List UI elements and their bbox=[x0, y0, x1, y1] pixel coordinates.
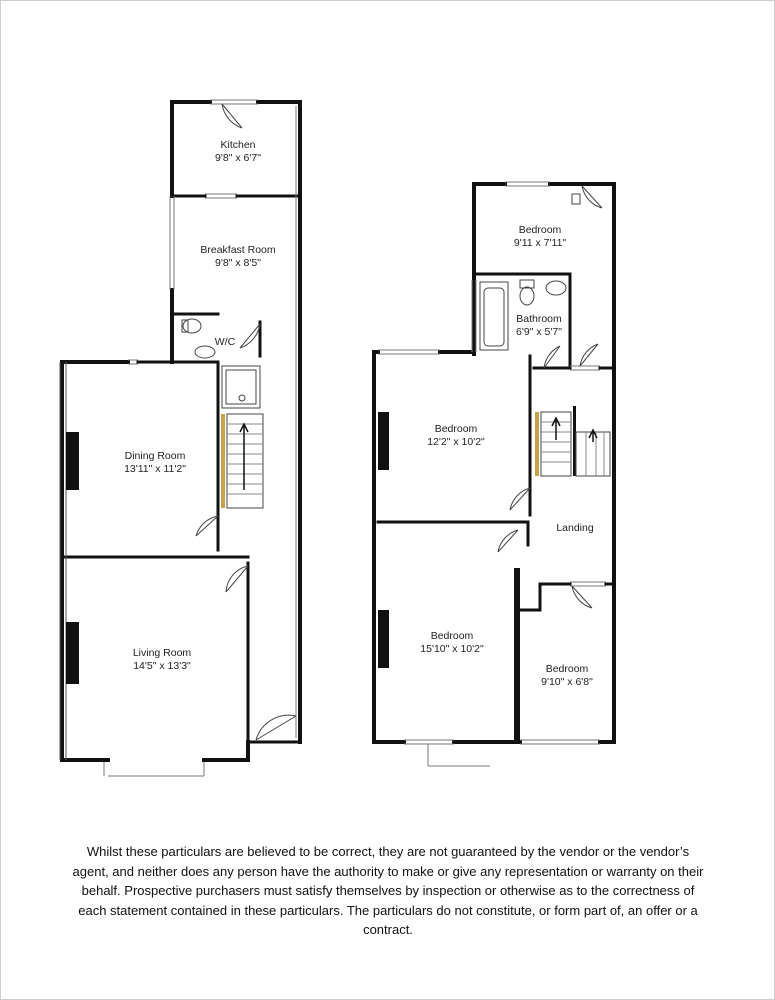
first-floor-stairs bbox=[535, 406, 610, 476]
kitchen-label: Kitchen bbox=[220, 139, 256, 151]
bedroom-small-label: Bedroom bbox=[545, 663, 589, 675]
dining-room-label: Dining Room bbox=[124, 450, 186, 462]
disclaimer-text: Whilst these particulars are believed to be correct, they are not guaranteed by the vendor or the vendor’s agent, and neither does any person have the authority to make or give any representation or warranty on their behalf. Prospective purchasers must satisfy themselves by inspection or otherwise as to the correctness of each statement contained in these particulars. The particulars do not constitute, or form part of, an offer or a contract. bbox=[72, 844, 704, 937]
living-room-size: 14'5" x 13'3" bbox=[133, 660, 191, 672]
ground-floor-doors bbox=[196, 104, 296, 740]
first-floor-doors bbox=[498, 186, 602, 608]
bedroom-middle-size: 12'2" x 10'2" bbox=[427, 436, 485, 448]
bedroom-rear-size: 9'11 x 7'11" bbox=[513, 237, 567, 249]
wc-toilet-icon bbox=[183, 319, 201, 333]
breakfast-room-label: Breakfast Room bbox=[200, 244, 276, 256]
ground-floor-windows bbox=[60, 100, 296, 776]
chimney-breast-bedroom-middle bbox=[378, 412, 389, 470]
bedroom-front-size: 15'10" x 10'2" bbox=[420, 643, 484, 655]
first-floor bbox=[374, 184, 614, 742]
kitchen-size: 9'8" x 6'7" bbox=[215, 152, 261, 164]
wc-label: W/C bbox=[214, 336, 236, 348]
wc-basin-icon bbox=[195, 346, 215, 358]
dining-room-size: 13'11" x 11'2" bbox=[124, 463, 186, 475]
bedroom-small-size: 9'10" x 6'8" bbox=[541, 676, 593, 688]
bedroom-front-label: Bedroom bbox=[430, 630, 474, 642]
ground-floor-stairs bbox=[221, 414, 263, 508]
chimney-breast-bedroom-front bbox=[378, 610, 389, 668]
bedroom-middle-label: Bedroom bbox=[434, 423, 478, 435]
bedroom-rear-label: Bedroom bbox=[518, 224, 562, 236]
bathroom-size: 6'9" x 5'7" bbox=[516, 326, 562, 338]
landing-label: Landing bbox=[556, 522, 594, 534]
living-room-label: Living Room bbox=[132, 647, 192, 659]
chimney-breast-dining bbox=[66, 432, 79, 490]
bathroom-label: Bathroom bbox=[516, 313, 562, 325]
chimney-breast-living bbox=[66, 622, 79, 684]
basin-icon bbox=[546, 281, 566, 295]
breakfast-room-size: 9'8" x 8'5" bbox=[215, 257, 261, 269]
shower-tray-icon bbox=[222, 366, 260, 408]
